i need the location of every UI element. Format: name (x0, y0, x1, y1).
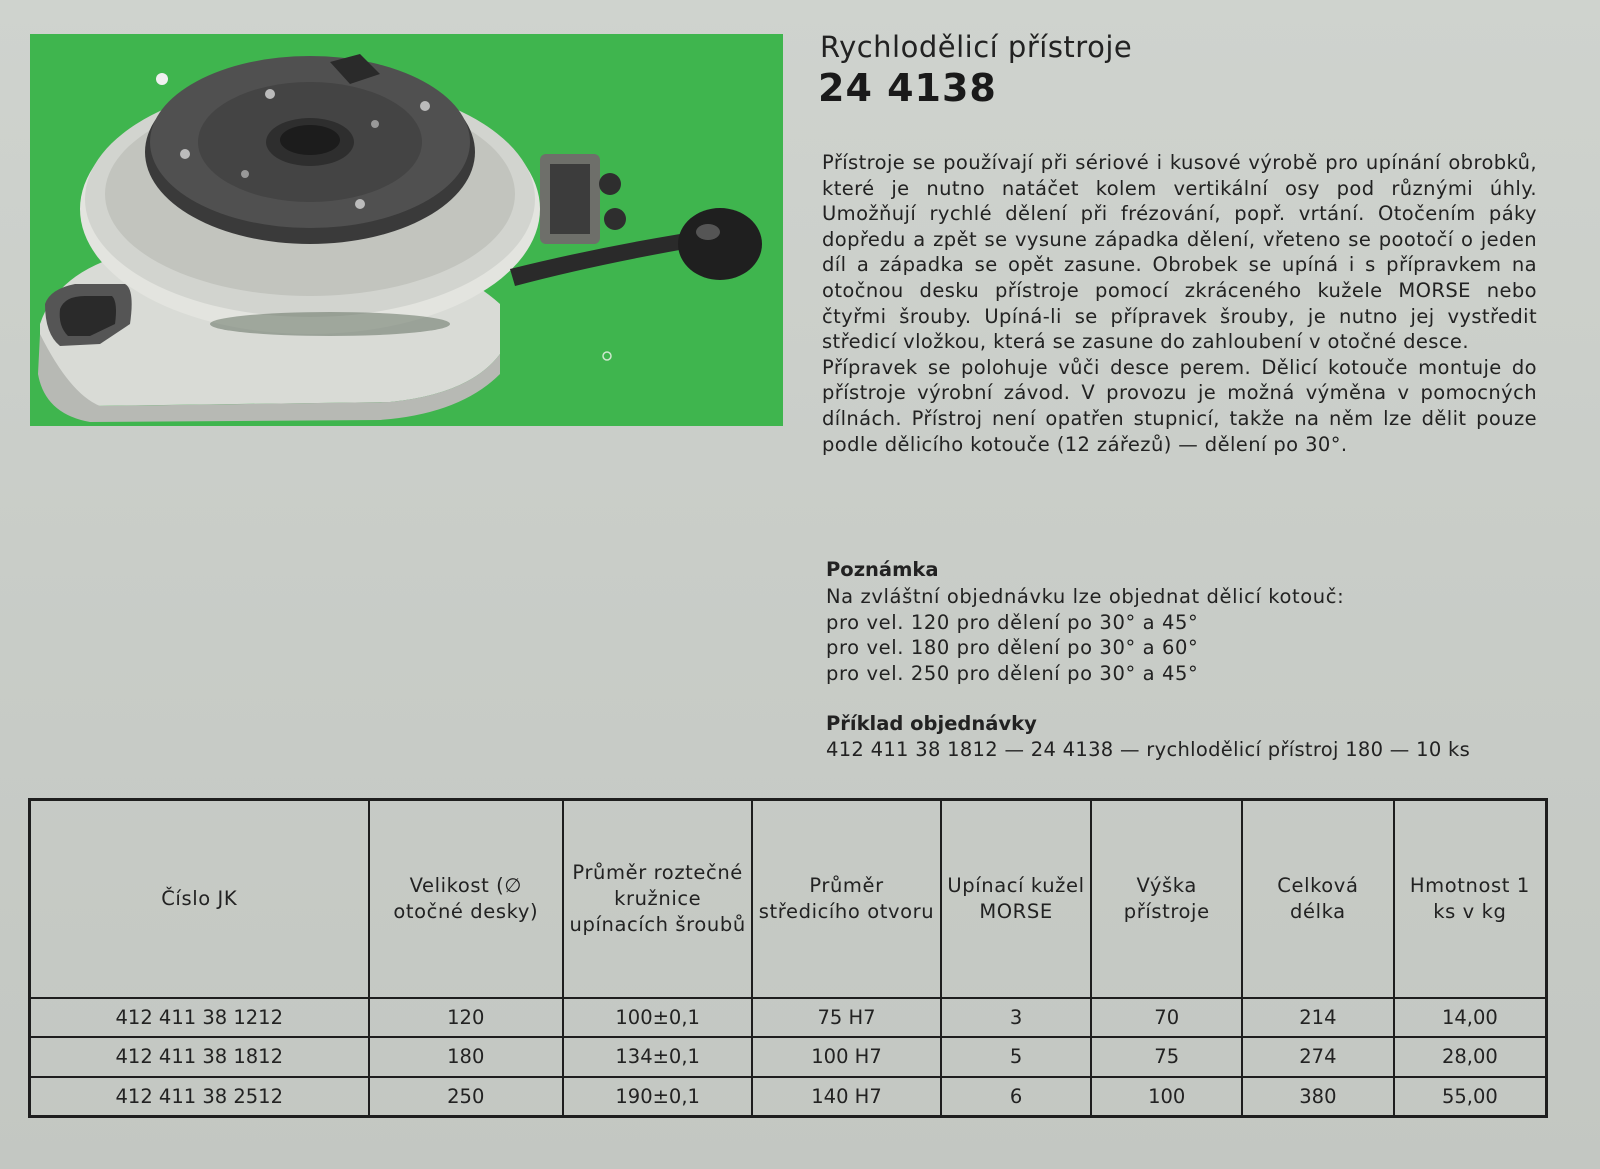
table-cell: 55,00 (1394, 1077, 1547, 1117)
column-header: Velikost (∅ otočné desky) (369, 800, 563, 999)
table-cell: 190±0,1 (563, 1077, 752, 1117)
indexing-device-illustration (30, 34, 783, 426)
table-cell: 100 (1091, 1077, 1242, 1117)
table-cell: 3 (941, 998, 1092, 1037)
table-cell: 100±0,1 (563, 998, 752, 1037)
table-cell: 5 (941, 1037, 1092, 1076)
note-text (826, 584, 1344, 686)
table-cell: 214 (1242, 998, 1394, 1037)
table-cell: 274 (1242, 1037, 1394, 1076)
table-cell: 14,00 (1394, 998, 1547, 1037)
order-example-text: 412 411 38 1812 — 24 4138 — rychlodělicí přístroj 180 — 10 ks (826, 738, 1471, 761)
product-code: 24 4138 (818, 66, 997, 110)
specification-table (28, 798, 1548, 1118)
description-paragraph-1: Přístroje se používají při sériové i kusové výrobě pro upínání obrobků, které je nutno natáčet kolem vertikální osy pod různými úhly. Umožňují rychlé dělení při frézování, popř. vrtání. Otočením páky dopředu a zpět se vysune západka dělení, vřeteno se pootočí o jeden díl a západka se opět zasune. Obrobek se upíná i s přípravkem na otočnou desku přístroje pomocí zkráceného kužele MORSE nebo čtyřmi šrouby. Upíná-li se přípravek šrouby, je nutno jej vystředit středicí vložkou, která se zasune do zahloubení v otočné desce. (822, 151, 1537, 354)
note-heading: Poznámka (826, 558, 939, 581)
order-example-heading: Příklad objednávky (826, 712, 1037, 735)
note-line: pro vel. 120 pro dělení po 30° a 45° (826, 610, 1199, 634)
table-cell: 380 (1242, 1077, 1394, 1117)
table-cell: 412 411 38 1212 (30, 998, 369, 1037)
column-header: Průměr středicího otvoru (752, 800, 940, 999)
table-cell: 6 (941, 1077, 1092, 1117)
table-cell: 75 (1091, 1037, 1242, 1076)
table-cell: 412 411 38 2512 (30, 1077, 369, 1117)
table-cell: 180 (369, 1037, 563, 1076)
table-row (30, 1077, 1547, 1117)
table-cell: 412 411 38 1812 (30, 1037, 369, 1076)
table-cell: 75 H7 (752, 998, 940, 1037)
table-cell: 250 (369, 1077, 563, 1117)
table-header-row (30, 800, 1547, 999)
table-cell: 70 (1091, 998, 1242, 1037)
table-row (30, 998, 1547, 1037)
table-cell: 140 H7 (752, 1077, 940, 1117)
table-cell: 100 H7 (752, 1037, 940, 1076)
column-header: Průměr roztečné kružnice upínacích šroubů (563, 800, 752, 999)
column-header: Výška přístroje (1091, 800, 1242, 999)
product-photo (30, 34, 783, 426)
table-cell: 28,00 (1394, 1037, 1547, 1076)
table-row (30, 1037, 1547, 1076)
column-header: Číslo JK (30, 800, 369, 999)
column-header: Celková délka (1242, 800, 1394, 999)
note-line: pro vel. 250 pro dělení po 30° a 45° (826, 661, 1199, 685)
table-cell: 120 (369, 998, 563, 1037)
note-line: pro vel. 180 pro dělení po 30° a 60° (826, 636, 1199, 660)
product-description (822, 150, 1537, 457)
column-header: Upínací kužel MORSE (941, 800, 1092, 999)
note-line: Na zvláštní objednávku lze objednat dělicí kotouč: (826, 585, 1345, 608)
column-header: Hmotnost 1 ks v kg (1394, 800, 1547, 999)
table-cell: 134±0,1 (563, 1037, 752, 1076)
page-title: Rychlodělicí přístroje (820, 30, 1133, 64)
description-paragraph-2: Přípravek se polohuje vůči desce perem. Dělicí kotouče montuje do přístroje výrobní závod. V provozu je možná výměna v pomocných dílnách. Přístroj není opatřen stupnicí, takže na něm lze dělit pouze podle dělicího kotouče (12 zářezů) — dělení po 30°. (822, 355, 1537, 456)
